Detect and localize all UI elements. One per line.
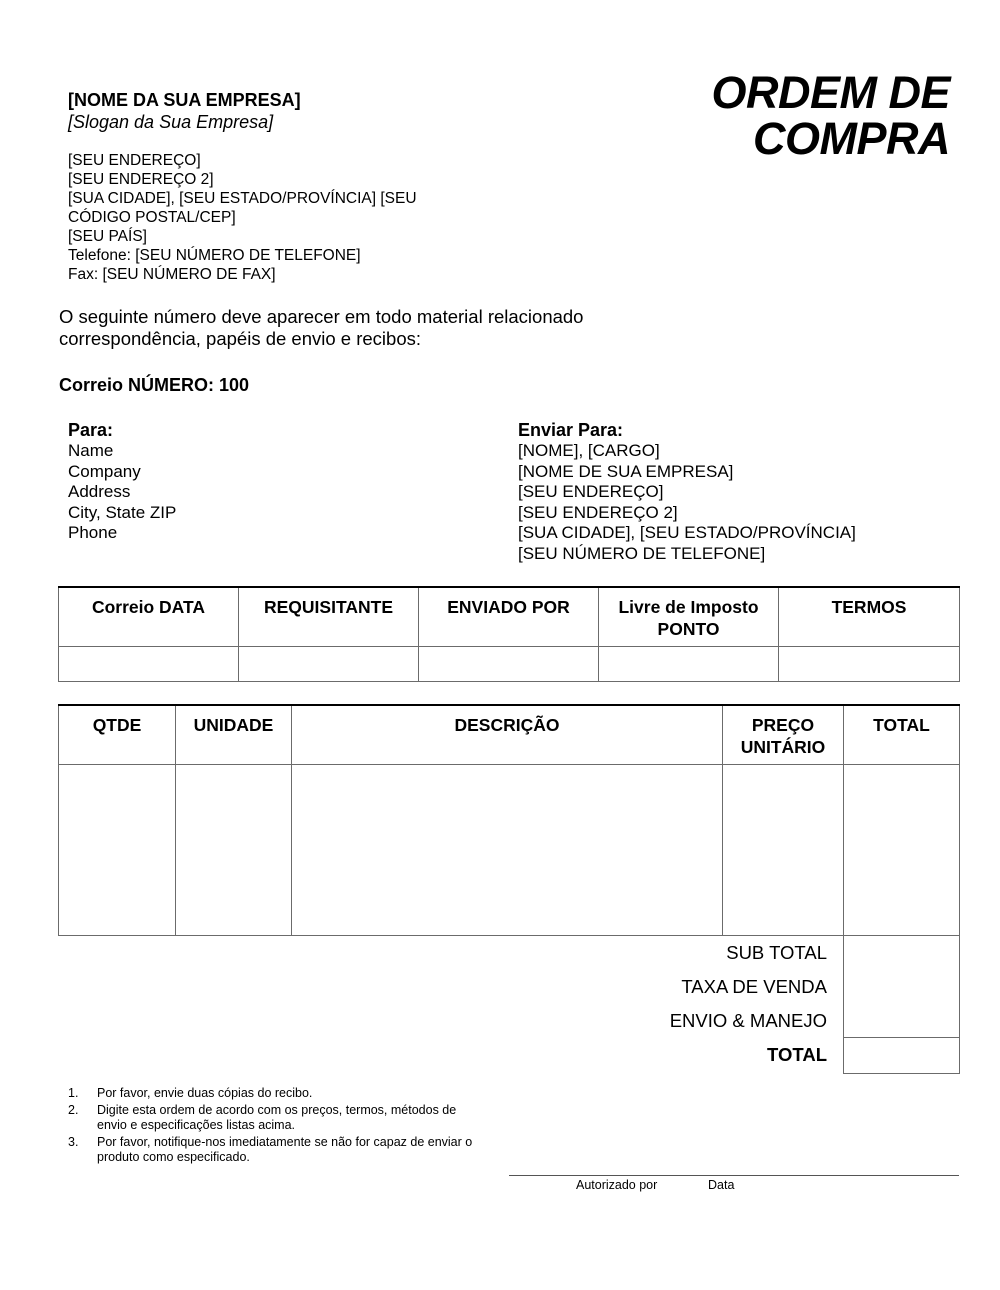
header-unit: UNIDADE: [176, 705, 292, 764]
shipping-handling-label: ENVIO & MANEJO: [669, 1010, 827, 1031]
ship-to-line: [SEU ENDEREÇO 2]: [518, 502, 678, 522]
grand-total-cell[interactable]: [844, 1038, 959, 1073]
line-total-cell[interactable]: [844, 764, 960, 935]
grand-total-label: TOTAL: [767, 1044, 827, 1065]
ship-to-line: [SUA CIDADE], [SEU ESTADO/PROVÍNCIA]: [518, 523, 856, 542]
list-item-text: Digite esta ordem de acordo com os preços, termos, métodos de envio e especificações listas acima.: [97, 1103, 457, 1132]
company-name: [NOME DA SUA EMPRESA]: [68, 90, 301, 110]
list-item: [68, 1086, 488, 1101]
list-item: [68, 1135, 488, 1165]
list-item-text: Por favor, envie duas cópias do recibo.: [97, 1086, 313, 1100]
vendor-phone: Phone: [68, 523, 118, 542]
totals-values-box: [843, 934, 960, 1074]
vendor-address: Address: [68, 482, 131, 501]
requisitioner-cell[interactable]: [239, 646, 419, 681]
list-item-number: 3.: [68, 1135, 79, 1149]
subtotal-tax-shipping-cell[interactable]: [844, 934, 959, 1038]
vendor-name: Name: [68, 441, 114, 460]
header-fob-point: Livre de Imposto PONTO: [599, 587, 779, 646]
company-address: [68, 151, 468, 284]
list-item: [68, 1103, 488, 1133]
po-number: Correio NÚMERO: 100: [59, 375, 250, 395]
header-unit-price: PREÇO UNITÁRIO: [723, 705, 844, 764]
vendor-city-state-zip: City, State ZIP: [68, 502, 177, 522]
ship-to-address-block: [518, 420, 856, 564]
document-title: [711, 67, 950, 164]
instructions-list: [68, 1086, 488, 1167]
ship-to-line: [NOME], [CARGO]: [518, 441, 660, 460]
unit-price-cell[interactable]: [723, 764, 844, 935]
company-slogan: [Slogan da Sua Empresa]: [68, 112, 274, 132]
header-qty: QTDE: [59, 705, 176, 764]
list-item-number: 1.: [68, 1086, 79, 1100]
unit-cell[interactable]: [176, 764, 292, 935]
subtotal-label: SUB TOTAL: [726, 942, 827, 963]
qty-cell[interactable]: [59, 764, 176, 935]
address-line: [SEU ENDEREÇO]: [68, 152, 201, 169]
header-date: Correio DATA: [59, 587, 239, 646]
signature-line[interactable]: [509, 1175, 959, 1176]
address-line: [SEU ENDEREÇO 2]: [68, 171, 214, 188]
notice-line: correspondência, papéis de envio e recibos:: [59, 328, 422, 349]
description-cell[interactable]: [292, 764, 723, 935]
totals-labels: [670, 940, 827, 1076]
list-item-number: 2.: [68, 1103, 79, 1117]
po-notice: [59, 306, 679, 350]
fax-line: Fax: [SEU NÚMERO DE FAX]: [68, 266, 276, 283]
terms-cell[interactable]: [779, 646, 960, 681]
ship-to-heading: Enviar Para:: [518, 420, 624, 440]
ship-to-line: [SEU ENDEREÇO]: [518, 482, 664, 501]
vendor-heading: Para:: [68, 420, 114, 440]
shipped-via-cell[interactable]: [419, 646, 599, 681]
title-line: COMPRA: [753, 113, 950, 164]
date-cell[interactable]: [59, 646, 239, 681]
order-info-table: [58, 586, 960, 682]
header-terms: TERMOS: [779, 587, 960, 646]
fob-point-cell[interactable]: [599, 646, 779, 681]
header-requisitioner: REQUISITANTE: [239, 587, 419, 646]
address-line: [SEU PAÍS]: [68, 228, 147, 245]
vendor-company: Company: [68, 461, 141, 481]
ship-to-line: [SEU NÚMERO DE TELEFONE]: [518, 543, 766, 563]
header-total: TOTAL: [844, 705, 960, 764]
line-items-table: [58, 704, 960, 936]
sales-tax-label: TAXA DE VENDA: [681, 976, 827, 997]
list-item-text: Por favor, notifique-nos imediatamente se não for capaz de enviar o produto como especificado.: [97, 1135, 473, 1164]
authorized-by-label: Autorizado por: [576, 1178, 658, 1192]
date-label: Data: [708, 1178, 735, 1192]
header-description: DESCRIÇÃO: [292, 705, 723, 764]
vendor-address-block: [68, 420, 176, 544]
table-row: [59, 646, 960, 681]
notice-line: O seguinte número deve aparecer em todo material relacionado: [59, 306, 584, 327]
address-line: CÓDIGO POSTAL/CEP]: [68, 209, 236, 226]
ship-to-line: [NOME DE SUA EMPRESA]: [518, 461, 734, 481]
table-row: [59, 764, 960, 935]
phone-line: Telefone: [SEU NÚMERO DE TELEFONE]: [68, 247, 361, 264]
title-line: ORDEM DE: [711, 67, 950, 118]
header-shipped-via: ENVIADO POR: [419, 587, 599, 646]
address-line: [SUA CIDADE], [SEU ESTADO/PROVÍNCIA] [SEU: [68, 190, 417, 207]
